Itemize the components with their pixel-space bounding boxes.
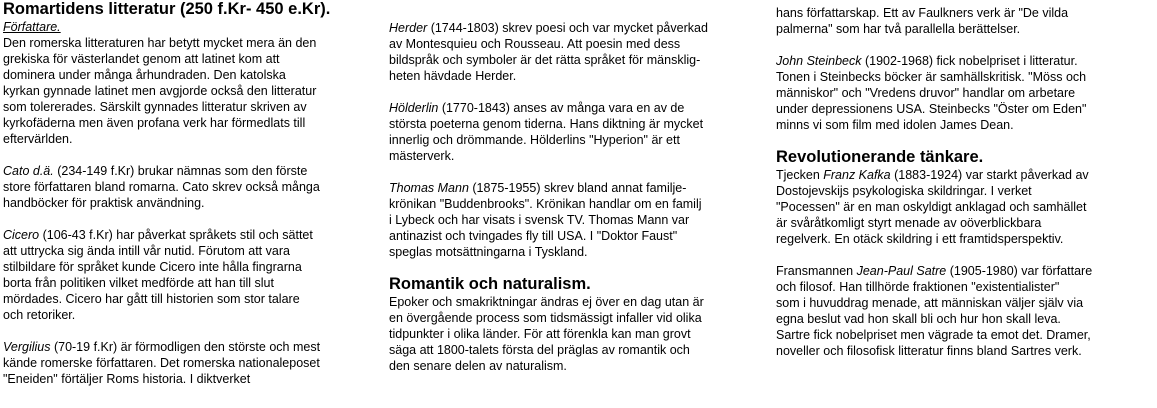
kafka-text: (1883-1924) var starkt påverkad av Dostojevskijs psykologiska skildringar. I verket "Pocessen" är en man oskyldigt anklagad och samhället är svåråtkomligt styrt menade av oöverblickbara regelverk. En otäck skildring i ett framtidsperspektiv. — [776, 168, 1089, 246]
heading-roman-literature: Romartidens litteratur (250 f.Kr- 450 e.Kr). — [3, 0, 331, 18]
heading-romantik: Romantik och naturalism. — [389, 275, 591, 293]
author-name-vergilius: Vergilius — [3, 340, 51, 354]
column-1 — [3, 0, 387, 387]
column-2 — [389, 20, 769, 374]
cato-text: (234-149 f.Kr) brukar nämnas som den förste store författaren bland romarna. Cato skrev också många handböcker för praktisk användning. — [3, 164, 320, 210]
paragraph-vergilius — [3, 339, 387, 387]
paragraph-cicero — [3, 227, 387, 323]
author-name-steinbeck: John Steinbeck — [776, 54, 862, 68]
paragraph-holderlin — [389, 100, 769, 164]
paragraph-herder — [389, 20, 769, 84]
author-name-sartre: Jean-Paul Satre — [856, 264, 947, 278]
author-name-thomas-mann: Thomas Mann — [389, 181, 469, 195]
paragraph-thomas-mann — [389, 180, 769, 260]
author-name-holderlin: Hölderlin — [389, 101, 439, 115]
paragraph-intro: Den romerska litteraturen har betytt mycket mera än den grekiska för västerlandet genom att latinet kom att dominera under många århundraden. Den katolska kyrkan gynnade latinet men avgjorde också den litteratur som tolererades. Särskilt gynnades litteratur skriven av kyrkofäderna men även profana verk har förmedlats till eftervärlden. — [3, 36, 317, 146]
paragraph-kafka — [776, 167, 1157, 247]
author-name-cicero: Cicero — [3, 228, 40, 242]
vergilius-text: (70-19 f.Kr) är förmodligen den störste och mest kände romerske författaren. Det romerska nationaleposet "Eneiden" förtäljer Roms historia. I diktverket — [3, 340, 321, 386]
subheading-authors: Författare. — [3, 20, 61, 34]
thomas-mann-text: (1875-1955) skrev bland annat familje- krönikan "Buddenbrooks". Krönikan handlar om en familj i Lybeck och har visats i svensk TV. Thomas Mann var antinazist och tvingades fly till USA. I "Doktor Faust" speglas motsättningarna i Tyskland. — [389, 181, 702, 259]
paragraph-steinbeck — [776, 53, 1157, 133]
paragraph-sartre — [776, 263, 1157, 359]
paragraph-faulkner: hans författarskap. Ett av Faulkners verk är "De vilda palmerna" som har två parallella berättelser. — [776, 6, 1069, 36]
cicero-text: (106-43 f.Kr) har påverkat språkets stil och sättet att uttrycka sig ända intill vår nutid. Förutom att vara stilbildare för språket kunde Cicero inte hålla fingrarna borta från politiken vilket medförde att han till slut mördades. Cicero har gått till historien som stor talare och retoriker. — [3, 228, 313, 322]
author-name-cato: Cato d.ä. — [3, 164, 54, 178]
author-name-kafka: Franz Kafka — [823, 168, 891, 182]
paragraph-romantik: Epoker och smakriktningar ändras ej över en dag utan är en övergående process som tidsmässigt infaller vid olika tidpunkter i olika länder. För att förenkla kan man grovt säga att 1800-talets första del präglas av romantik och den senare delen av naturalism. — [389, 295, 704, 373]
herder-text: (1744-1803) skrev poesi och var mycket påverkad av Montesquieu och Rousseau. Att poesin med dess bildspråk och symboler är det rätta språket för mänsklig- heten hävdade Herder. — [389, 21, 708, 83]
column-3 — [776, 0, 1157, 359]
sartre-text: (1905-1980) var författare och filosof. Han tillhörde fraktionen "existentialister" som i huvuddrag menade, att människan väljer själv via egna beslut vad hon skall bli och hur hon skall leva. Sartre fick nobelpriset men vägrade ta emot det. Dramer, noveller och filosofisk litteratur finns bland Sartres verk. — [776, 264, 1093, 358]
kafka-prefix: Tjecken — [776, 168, 824, 182]
heading-revolutionary-thinkers: Revolutionerande tänkare. — [776, 148, 984, 166]
paragraph-cato — [3, 163, 387, 211]
steinbeck-text: (1902-1968) fick nobelpriset i litteratur. Tonen i Steinbecks böcker är samhällskritisk. "Möss och människor" och "Vredens druvor" handlar om arbetare under depressionens USA. Steinbecks "Öster om Eden" minns vi som film med idolen James Dean. — [776, 54, 1087, 132]
author-name-herder: Herder — [389, 21, 428, 35]
holderlin-text: (1770-1843) anses av många vara en av de största poeterna genom tiderna. Hans diktning är mycket innerlig och drömmande. Hölderlins "Hyperion" är ett mästerverk. — [389, 101, 704, 163]
sartre-prefix: Fransmannen — [776, 264, 857, 278]
